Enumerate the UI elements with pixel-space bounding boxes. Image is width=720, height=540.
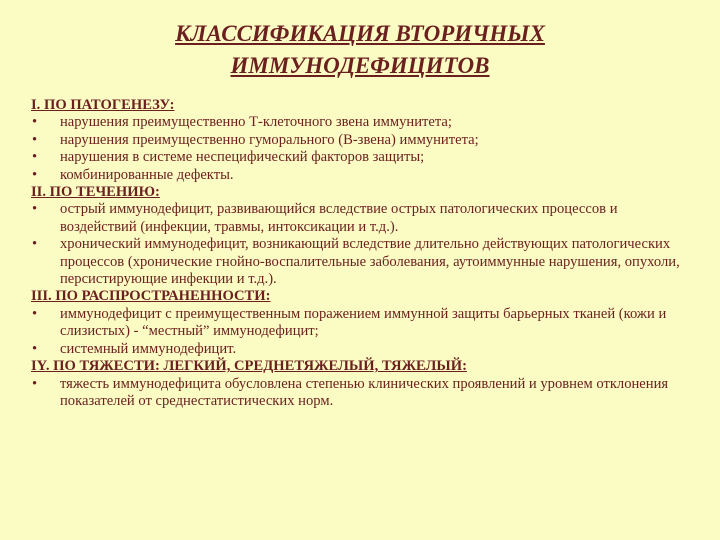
list-item-text: нарушения в системе неспецифический факторов защиты; xyxy=(60,149,425,166)
section-heading-pathogenesis: I. ПО ПАТОГЕНЕЗУ: xyxy=(31,97,175,113)
bullet-icon: • xyxy=(32,340,38,357)
list-item-text: комбинированные дефекты. xyxy=(60,166,234,183)
list-item xyxy=(31,341,691,358)
bullet-icon: • xyxy=(32,375,38,392)
bullet-icon: • xyxy=(32,201,38,218)
list-item xyxy=(31,201,691,236)
list-item xyxy=(31,236,691,288)
list-item-text: нарушения преимущественно гуморального (В-звена) иммунитета; xyxy=(60,131,479,148)
list-item xyxy=(31,376,691,411)
bullet-icon: • xyxy=(32,305,38,322)
list-item xyxy=(31,114,691,131)
list-item-text: тяжесть иммунодефицита обусловлена степенью клинических проявлений и уровнем отклонения показателей от среднестатистических норм. xyxy=(60,375,669,409)
bullet-icon: • xyxy=(32,131,38,148)
classification-content xyxy=(31,97,691,410)
section-heading-severity: IY. ПО ТЯЖЕСТИ: ЛЕГКИЙ, СРЕДНЕТЯЖЕЛЫЙ, ТЯЖЕЛЫЙ: xyxy=(31,358,467,375)
slide-title xyxy=(60,18,660,82)
list-item xyxy=(31,132,691,149)
list-item-text: иммунодефицит с преимущественным поражением иммунной защиты барьерных тканей (кожи и слизистых) - “местный” иммунодефицит; xyxy=(60,305,667,340)
list-item xyxy=(31,306,691,341)
bullet-icon: • xyxy=(32,114,38,131)
list-item-text: нарушения преимущественно Т-клеточного звена иммунитета; xyxy=(60,114,452,131)
list-item-text: хронический иммунодефицит, возникающий вследствие длительно действующих патологических процессов (хронические гнойно-воспалительные заболевания, аутоиммунные нарушения, опухоли, персистирующие инфекции и т.д.). xyxy=(60,236,680,288)
title-line-2: ИММУНОДЕФИЦИТОВ xyxy=(230,53,490,78)
bullet-icon: • xyxy=(32,166,38,183)
list-item xyxy=(31,149,691,166)
list-item-text: системный иммунодефицит. xyxy=(60,340,237,357)
list-item xyxy=(31,167,691,184)
list-item-text: острый иммунодефицит, развивающийся вследствие острых патологических процессов и воздействий (инфекции, травмы, интоксикации и т.д.). xyxy=(60,201,618,235)
section-heading-course: II. ПО ТЕЧЕНИЮ: xyxy=(31,184,160,201)
title-line-1: КЛАССИФИКАЦИЯ ВТОРИЧНЫХ xyxy=(175,21,545,46)
bullet-icon: • xyxy=(32,149,38,166)
bullet-icon: • xyxy=(32,236,38,253)
section-heading-prevalence: III. ПО РАСПРОСТРАНЕННОСТИ: xyxy=(31,288,271,305)
